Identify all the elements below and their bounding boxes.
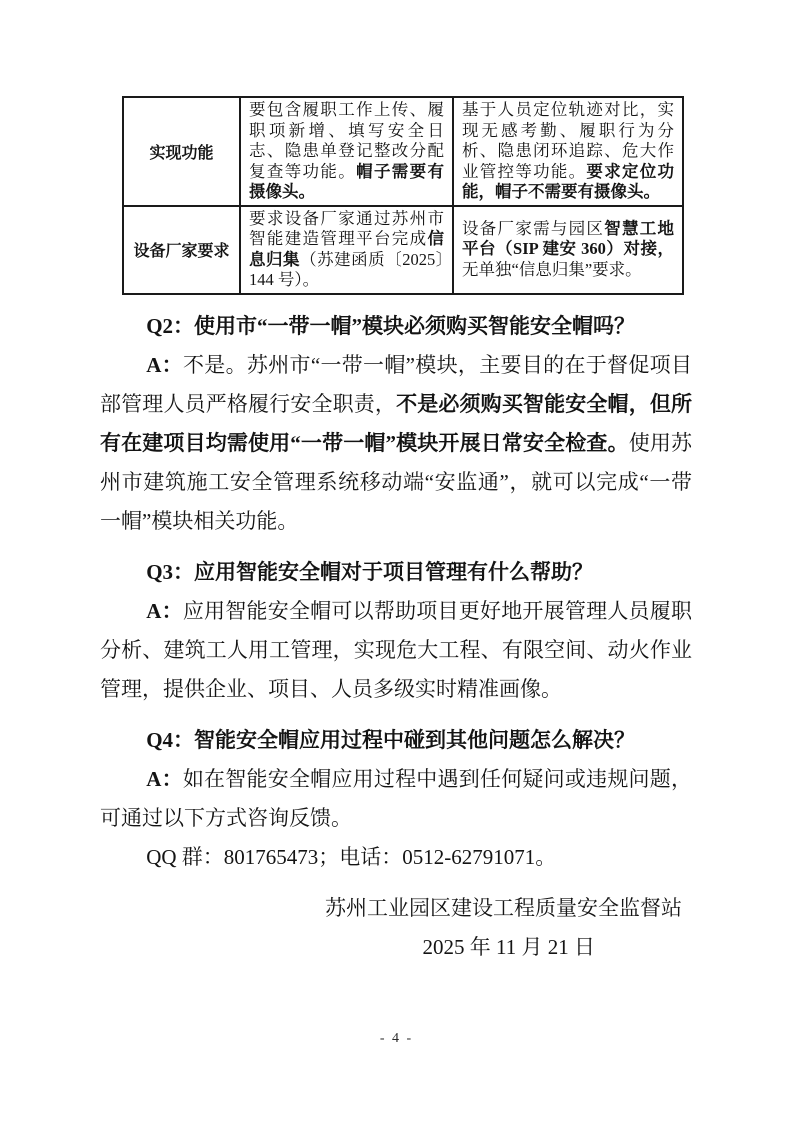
question-q2: Q2：使用市“一带一帽”模块必须购买智能安全帽吗？ [146,313,636,338]
answer-q3: A：应用智能安全帽可以帮助项目更好地开展管理人员履职分析、建筑工人用工管理，实现危大工程、有限空间、动火作业管理，提供企业、项目、人员多级实时精准画像。 [100,598,692,701]
question-q3: Q3：应用智能安全帽对于项目管理有什么帮助？ [146,559,594,584]
question-q4: Q4：智能安全帽应用过程中碰到其他问题怎么解决？ [146,727,636,752]
cell-functions-city: 要包含履职工作上传、履职项新增、填写安全日志、隐患单登记整改分配复查等功能。帽子需要有摄像头。 [240,97,453,206]
answer-q2: A：不是。苏州市“一带一帽”模块，主要目的在于督促项目部管理人员严格履行安全职责，不是必须购买智能安全帽，但所有在建项目均需使用“一带一帽”模块开展日常安全检查。使用苏州市建筑施工安全管理系统移动端“安监通”，就可以完成“一带一帽”模块相关功能。 [100,352,693,533]
row-header-vendor: 设备厂家要求 [123,206,240,294]
contact-line: QQ 群：801765473；电话：0512-62791071。 [146,844,557,869]
table-row-vendor [123,206,683,294]
cell-vendor-sip: 设备厂家需与园区智慧工地平台（SIP 建安 360）对接，无单独“信息归集”要求。 [453,206,683,294]
table-row-functions [123,97,683,206]
cell-functions-sip: 基于人员定位轨迹对比，实现无感考勤、履职行为分析、隐患闭环追踪、危大作业管控等功能。要求定位功能，帽子不需要有摄像头。 [453,97,683,206]
signature-date: 2025 年 11 月 21 日 [422,934,595,959]
answer-q4: A：如在智能安全帽应用过程中遇到任何疑问或违规问题，可通过以下方式咨询反馈。 [100,766,692,830]
page-number: - 4 - [379,1031,414,1046]
row-header-functions: 实现功能 [123,97,240,206]
comparison-table [122,96,684,295]
cell-vendor-city: 要求设备厂家通过苏州市智能建造管理平台完成信息归集（苏建函质〔2025〕144 号）。 [240,206,453,294]
page-content [100,96,692,967]
signature-org: 苏州工业园区建设工程质量安全监督站 [325,895,682,920]
